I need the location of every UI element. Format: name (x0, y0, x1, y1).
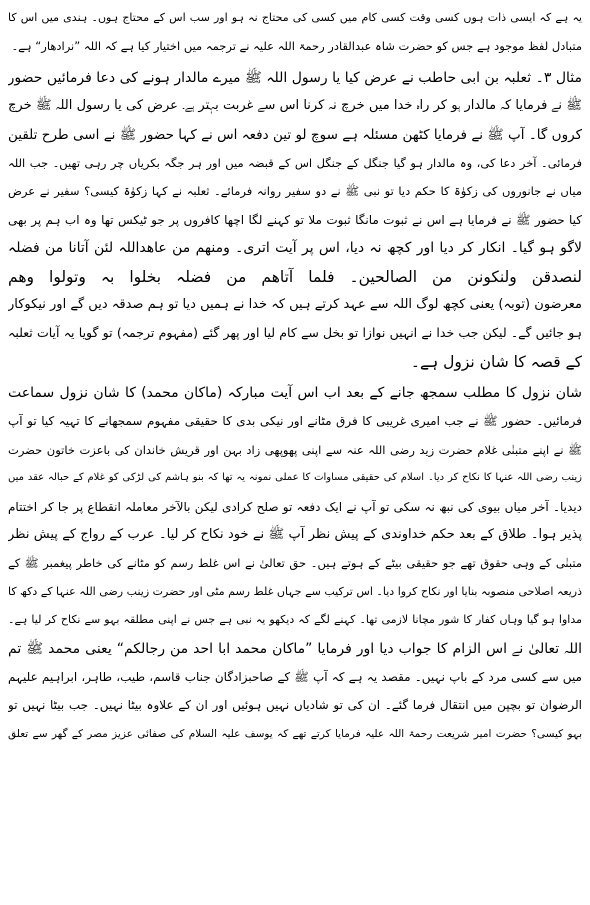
text-line: پذیر ہوا۔ طلاق کے بعد حکم خداوندی کے پیش نظر آپ ﷺ نے خود نکاح کر لیا۔ عرب کے رواج کے پیش نظر (8, 527, 582, 543)
text-line: دیدیا۔ آخر میاں بیوی کی نبھ نہ سکی تو آپ نے ایک دفعہ تو صلح کرادی لیکن بالآخر معاملہ انقطاع پر جا کر اختتام (8, 499, 582, 514)
text-line: کروں گا۔ آپ ﷺ نے فرمایا کٹھن مسئلہ ہے سوچ لو تین دفعہ اس نے کہا حضور ﷺ نے اسی طرح تلقین (8, 126, 582, 143)
text-line: مثال ۳۔ ثعلبہ بن ابی حاطب نے عرض کیا یا رسول اللہ ﷺ میرے مالدار ہونے کی دعا فرمائیں حضور (8, 69, 582, 86)
quran-verse-line: لاگو ہو گیا۔ انکار کر دیا اور کچھ نہ دیا، اس پر آیت اتری۔ ومنھم من عاھداللہ لئن آتانا من فضلہ (8, 240, 582, 257)
text-line: متبنٰی کے وہی حقوق تھے جو حقیقی بیٹے کے ہوتے ہیں۔ حق تعالیٰ نے اس غلط رسم کو مٹانے کی خاطر پیغمبر ﷺ کے (8, 556, 582, 571)
text-line: متبادل لفظ موجود ہے جس کو حضرت شاہ عبدالقادر رحمۃ اللہ علیہ نے ترجمہ میں اختیار کیا ہے کہ اللہ ”نرادھار“ ہے۔ (11, 39, 582, 54)
paragraph-shan-e-nuzool (8, 379, 582, 748)
text-line: شان نزول کا مطلب سمجھ جانے کے بعد اب اس آیت مبارکہ (ماکان محمد) کا شان نزول سماعت (8, 385, 582, 402)
text-line: میں سے کسی مرد کے باپ نہیں۔ مقصد یہ ہے کہ آپ ﷺ کے صاحبزادگان جناب قاسم، طیب، طاہر، ابراہیم علیہم (8, 669, 582, 684)
quran-verse-line: لنصدقن ولنکونن من الصالحین۔ فلما آتاھم من فضلہ بخلوا بہ وتولوا وھم (8, 267, 582, 286)
text-line: الرضوان تو بچپن میں انتقال فرما گئے۔ ان کی تو شادیاں نہیں ہوئیں اور ان کے علاوہ بیٹا نہیں۔ جب بیٹا نہیں تو (8, 698, 582, 713)
text-line: معرضون (توبہ) یعنی کچھ لوگ اللہ سے عہد کرتے ہیں کہ خدا نے ہمیں دیا تو ہم صدقہ دیں گے اور نیکوکار (8, 296, 582, 312)
text-line: ﷺ نے فرمایا کہ مالدار ہو کر راہ خدا میں خرچ نہ کرنا اس سے غربت بہتر ہے۔ عرض کی یا رسول اللہ ﷺ خرچ (8, 98, 582, 114)
text-line: زینب رضی اللہ عنہا کا نکاح کر دیا۔ اسلام کی حقیقی مساوات کا عملی نمونہ یہ تھا کہ بنو ہاشم کی لڑکی کو غلام کے حبالہ عقد میں (8, 472, 582, 484)
paragraph-intro (8, 4, 582, 61)
text-line: ہو جائیں گے۔ لیکن جب خدا نے انہیں نوازا تو بخل سے کام لیا اور پھر گئے (مفہوم ترجمہ) تو گویا یہ آیات ثعلبہ (8, 325, 582, 341)
text-line: فرمائیں۔ حضور ﷺ نے جب امیری غریبی کا فرق مٹانے اور نیکی بدی کا حقیقی مفہوم سمجھانے کا تہیہ کیا تو آپ (8, 414, 582, 429)
text-line: ﷺ نے اپنے متبنٰی غلام حضرت زید رضی اللہ عنہ سے اپنی پھوپھی زاد بہن اور قریش خاندان کی باعزت خاتون حضرت (8, 442, 582, 457)
text-line: ذریعہ اصلاحی منصوبہ بنایا اور نکاح کروا دیا۔ اس ترکیب سے جہاں غلط رسم مٹی اور حضرت زینب رضی اللہ عنہا کے دکھ کا (8, 584, 582, 598)
text-line: مداوا ہو گیا وہاں کفار کا شور مچانا لازمی تھا۔ کہنے لگے کہ دیکھو یہ نبی ہے جس نے اپنی مطلقہ بہو سے نکاح کر لیا ہے۔ (8, 613, 582, 627)
text-line: کے قصہ کا شان نزول ہے۔ (410, 352, 582, 371)
text-line: کیا حضور ﷺ نے فرمایا ہے اس نے ثبوت مانگا ثبوت ملا تو کہنے لگا اچھا کافروں پر جو ٹیکس تھا وہ اب ہم پر بھی (8, 212, 582, 227)
text-line: فرمائی۔ آخر دعا کی، وہ مالدار ہو گیا جنگل کے جنگل اس کے قبضہ میں اور ہر جگہ بکریاں چر رہی تھیں۔ جب اللہ (8, 155, 582, 170)
text-line: یہ ہے کہ ایسی ذات ہوں کسی وقت کسی کام میں کسی کی محتاج نہ ہو اور سب اس کے محتاج ہوں۔ ہندی میں اس کا (8, 11, 582, 24)
paragraph-example-3 (8, 64, 582, 376)
text-line: بہو کیسی؟ حضرت امیر شریعت رحمۃ اللہ علیہ فرمایا کرتے تھے کہ یوسف علیہ السلام کی صفائی عزیز مصر کے گھر سے تعلق (8, 727, 582, 740)
text-line: میاں نے جانوروں کی زکوٰۃ کا حکم دیا تو نبی ﷺ نے دو سفیر روانہ فرمائے۔ ثعلبہ نے کہا زکوٰۃ کیسی؟ سفیر نے عرض (8, 184, 582, 199)
text-line: اللہ تعالیٰ نے اس الزام کا جواب دیا اور فرمایا ”ماکان محمد ابا احد من رجالکم“ یعنی محمد ﷺ تم (8, 640, 582, 657)
